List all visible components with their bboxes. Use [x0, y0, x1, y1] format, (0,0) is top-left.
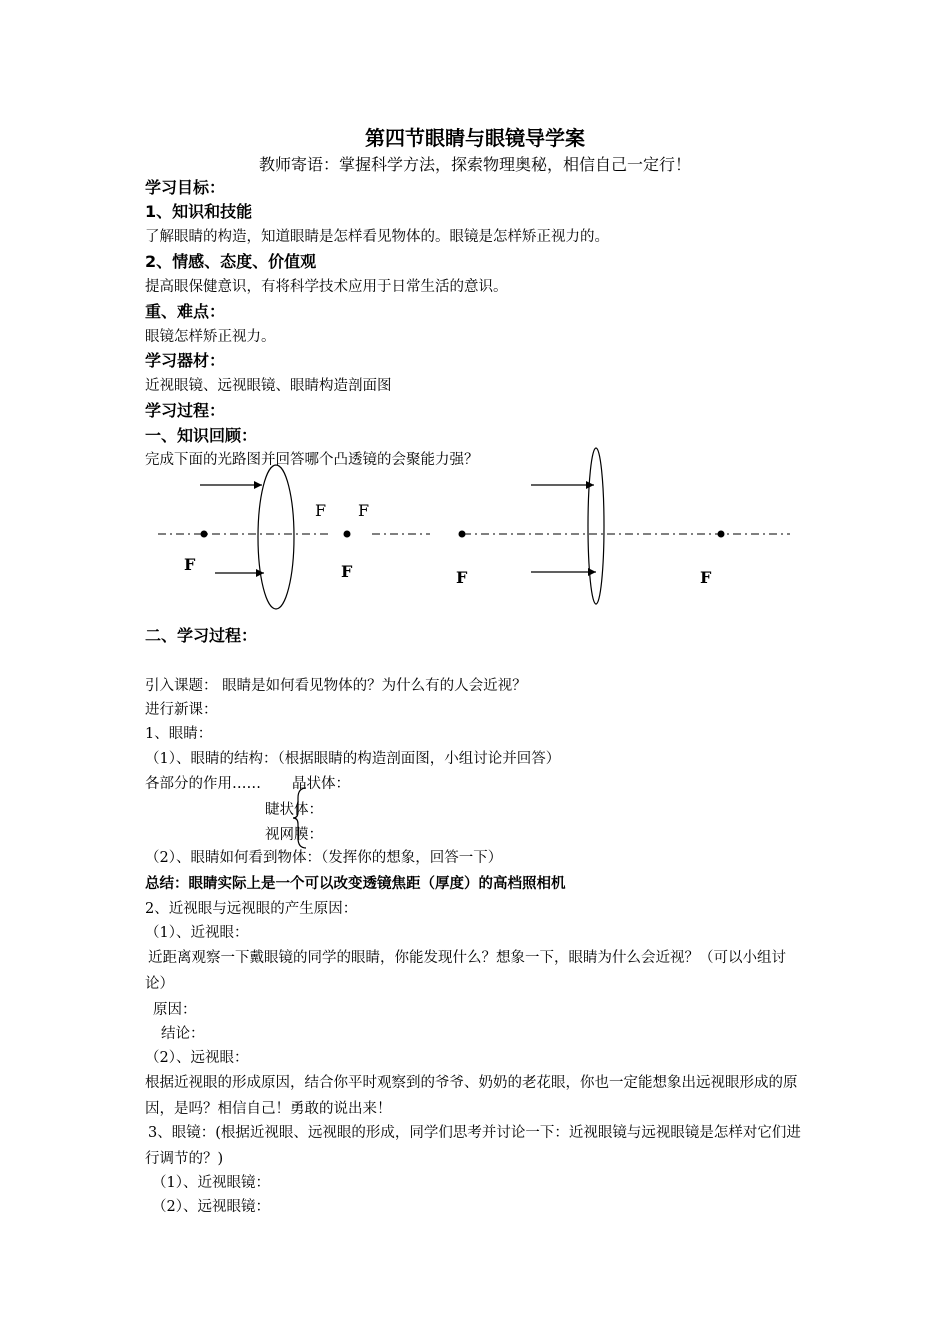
causes-heading: 2、近视眼与远视眼的产生原因：	[145, 901, 358, 917]
left-focal-point-1	[201, 531, 208, 538]
right-convex-lens	[588, 448, 604, 604]
emotion-text: 提高眼保健意识，有将科学技术应用于日常生活的意识。	[145, 279, 508, 295]
review-heading: 一、知识回顾：	[145, 426, 258, 445]
key-points-text: 眼镜怎样矫正视力。	[145, 329, 276, 345]
teacher-motto: 教师寄语：掌握科学方法，探索物理奥秘，相信自己一定行！	[258, 155, 691, 174]
left-focal-point-2	[344, 531, 351, 538]
label-f-right-bottom-2: F	[700, 568, 712, 587]
label-f-left-bottom: F	[184, 555, 196, 574]
conclusion-label: 结论：	[161, 1026, 205, 1042]
myopia-glasses-label: （1）、近视眼镜：	[152, 1175, 270, 1191]
ciliary-label: 睫状体：	[265, 802, 323, 818]
intro-text: 引入课题： 眼睛是如何看见物体的？为什么有的人会近视？	[145, 678, 527, 694]
reason-label: 原因：	[153, 1002, 197, 1018]
equipment-heading: 学习器材：	[145, 351, 226, 370]
review-instruction: 完成下面的光路图并回答哪个凸透镜的会聚能力强？	[145, 452, 479, 468]
eye-structure-text: （1）、眼睛的结构：（根据眼睛的构造剖面图，小组讨论并回答）	[145, 751, 561, 767]
right-focal-point-2	[718, 531, 725, 538]
goals-heading: 学习目标：	[145, 178, 226, 197]
label-f-right-bottom-1: F	[456, 568, 468, 587]
right-focal-point-1	[459, 531, 466, 538]
knowledge-heading: 1、知识和技能	[145, 202, 253, 221]
lens-ray-diagram	[0, 440, 950, 620]
left-convex-lens	[258, 465, 294, 609]
key-points-heading: 重、难点：	[145, 302, 226, 321]
hyperopia-glasses-label: （2）、远视眼镜：	[152, 1199, 270, 1215]
arrow-head-icon	[586, 481, 594, 489]
hyperopia-text: 根据近视眼的形成原因，结合你平时观察到的爷爷、奶奶的老花眼，你也一定能想象出远视眼形成的原因，是吗？相信自己！勇敢的说出来！	[145, 1075, 798, 1117]
page-title: 第四节眼睛与眼镜导学案	[365, 126, 585, 150]
arrow-head-icon	[254, 481, 262, 489]
label-f-top-2: F	[358, 501, 370, 520]
myopia-text: 近距离观察一下戴眼镜的同学的眼睛，你能发现什么？想象一下，眼睛为什么会近视？（可以小组讨论）	[145, 950, 786, 992]
arrow-head-icon	[588, 568, 596, 576]
crystalline-label: 晶状体：	[292, 776, 350, 792]
summary-text: 总结：眼睛实际上是一个可以改变透镜焦距（厚度）的高档照相机	[145, 876, 566, 892]
section2-heading: 二、学习过程：	[145, 626, 258, 645]
retina-label: 视网膜：	[265, 827, 323, 843]
glasses-text: 3、眼镜：(根据近视眼、远视眼的形成，同学们思考并讨论一下：近视眼镜与远视眼镜是怎样对它们进行调节的？)	[145, 1125, 801, 1167]
hyperopia-heading: （2）、远视眼：	[145, 1050, 249, 1066]
parts-function-text: 各部分的作用……	[145, 776, 261, 792]
new-lesson-text: 进行新课：	[145, 702, 218, 718]
label-f-top-1: F	[315, 501, 327, 520]
label-f-mid-bottom: F	[341, 562, 353, 581]
equipment-text: 近视眼镜、远视眼镜、眼睛构造剖面图	[145, 378, 392, 394]
eye-heading: 1、眼睛：	[145, 726, 213, 742]
emotion-heading: 2、情感、态度、价值观	[145, 252, 317, 271]
myopia-heading: （1）、近视眼：	[145, 925, 249, 941]
process-heading: 学习过程：	[145, 401, 226, 420]
how-see-text: （2）、眼睛如何看到物体：（发挥你的想象，回答一下）	[145, 850, 503, 866]
knowledge-text: 了解眼睛的构造，知道眼睛是怎样看见物体的。眼镜是怎样矫正视力的。	[145, 229, 609, 245]
